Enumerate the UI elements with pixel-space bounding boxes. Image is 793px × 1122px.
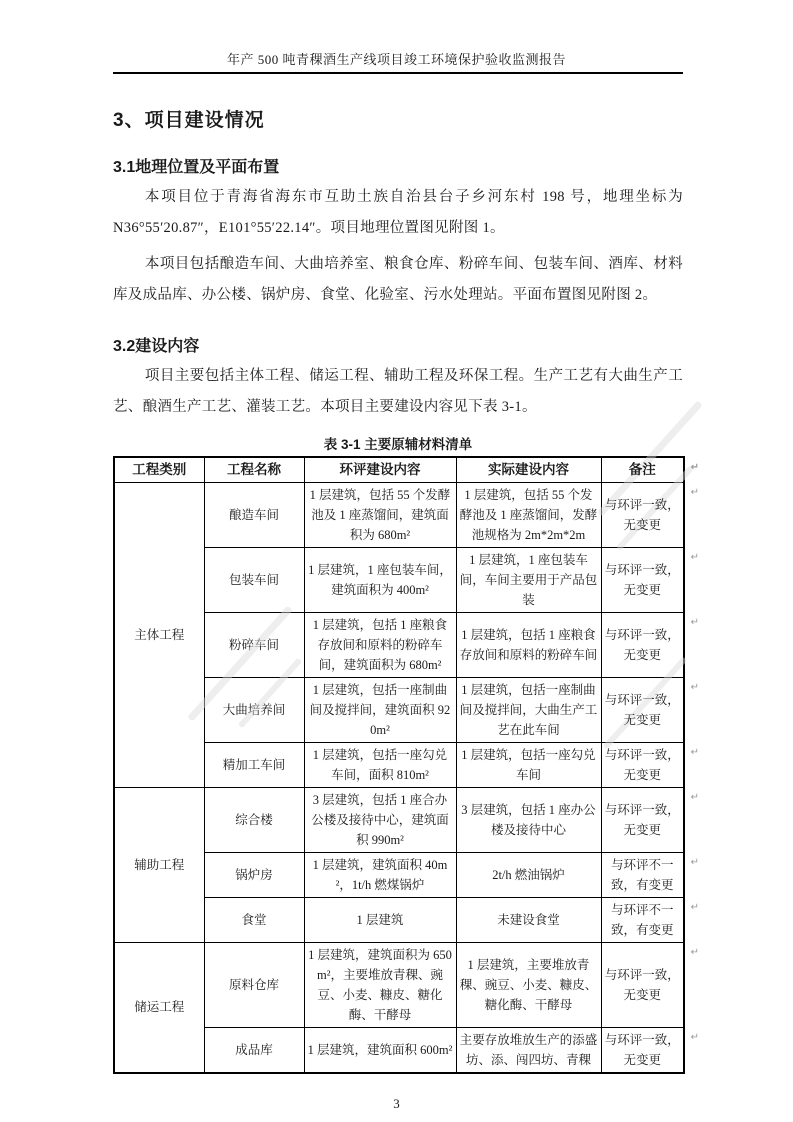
actual-content-cell: 1 层建筑，包括 55 个发酵池及 1 座蒸馏间，发酵池规格为 2m*2m*2m: [456, 482, 601, 547]
table-row: [114, 942, 684, 1027]
paragraph-mark-icon: ↵: [690, 746, 699, 758]
page-number: 3: [393, 1095, 400, 1111]
eia-content-cell: 1 层建筑，包括一座勾兑车间，面积 810m²: [304, 742, 456, 787]
remark-cell: 与环评一致，无变更 ↵: [601, 677, 684, 742]
table-header-cell: 工程名称: [204, 457, 304, 482]
subsection-heading-location: 3.1地理位置及平面布置: [113, 159, 280, 176]
paragraph-mark-icon: ↵: [690, 616, 699, 628]
paragraph-mark-icon: ↵: [690, 681, 699, 693]
actual-content-cell: 2t/h 燃油锅炉: [456, 852, 601, 897]
actual-content-cell: 3 层建筑，包括 1 座办公楼及接待中心: [456, 787, 601, 852]
actual-content-cell: 1 层建筑，主要堆放青稞、豌豆、小麦、糠皮、糖化酶、干酵母: [456, 942, 601, 1027]
project-name-cell: 酿造车间: [204, 482, 304, 547]
actual-content-cell: 1 层建筑，包括一座勾兑车间: [456, 742, 601, 787]
remark-cell: 与环评一致，无变更 ↵: [601, 787, 684, 852]
remark-cell: 与环评不一致，有变更 ↵: [601, 897, 684, 942]
actual-content-cell: 主要存放堆放生产的添盛坊、添、闯四坊、青稞: [456, 1027, 601, 1073]
table-row: [114, 787, 684, 852]
paragraph-facilities: 本项目包括酿造车间、大曲培养室、粮食仓库、粉碎车间、包装车间、酒库、材料库及成品库、办公楼、锅炉房、食堂、化验室、污水处理站。平面布置图见附图 2。: [113, 256, 683, 303]
eia-content-cell: 1 层建筑，建筑面积 600m²: [304, 1027, 456, 1073]
table-header-cell: 环评建设内容: [304, 457, 456, 482]
project-name-cell: 成品库: [204, 1027, 304, 1073]
paragraph-mark-icon: ↵: [690, 791, 699, 803]
category-cell: 储运工程: [114, 942, 204, 1073]
table-header-row: [114, 457, 684, 482]
project-name-cell: 综合楼: [204, 787, 304, 852]
construction-content-table: [113, 456, 699, 1074]
project-name-cell: 食堂: [204, 897, 304, 942]
category-cell: 主体工程: [114, 482, 204, 787]
project-name-cell: 粉碎车间: [204, 612, 304, 677]
eia-content-cell: 1 层建筑，建筑面积为 650m²，主要堆放青稞、豌豆、小麦、糠皮、糖化酶、干酵母: [304, 942, 456, 1027]
paragraph-location: 本项目位于青海省海东市互助土族自治县台子乡河东村 198 号，地理坐标为N36°55′20.87″，E101°55′22.14″。项目地理位置图见附图 1。: [113, 189, 683, 236]
section-heading: 3、项目建设情况: [113, 110, 265, 131]
remark-cell: 与环评一致，无变更 ↵: [601, 742, 684, 787]
paragraph-mark-icon: ↵: [690, 856, 699, 868]
eia-content-cell: 1 层建筑，1 座包装车间，建筑面积为 400m²: [304, 547, 456, 612]
paragraph-mark-icon: ↵: [690, 901, 699, 913]
paragraph-mark-icon: ↵: [690, 1031, 699, 1043]
remark-cell: 与环评一致，无变更 ↵: [601, 1027, 684, 1073]
paragraph-mark-icon: ↵: [690, 462, 699, 473]
table-header-cell: 备注 ↵: [601, 457, 684, 482]
eia-content-cell: 1 层建筑，建筑面积 40m²，1t/h 燃煤锅炉: [304, 852, 456, 897]
project-name-cell: 锅炉房: [204, 852, 304, 897]
actual-content-cell: 未建设食堂: [456, 897, 601, 942]
eia-content-cell: 1 层建筑，包括 55 个发酵池及 1 座蒸馏间，建筑面积为 680m²: [304, 482, 456, 547]
paragraph-mark-icon: ↵: [690, 486, 699, 498]
eia-content-cell: 1 层建筑: [304, 897, 456, 942]
paragraph-content: 项目主要包括主体工程、储运工程、辅助工程及环保工程。生产工艺有大曲生产工艺、酿酒生产工艺、灌装工艺。本项目主要建设内容见下表 3-1。: [113, 368, 683, 415]
project-name-cell: 大曲培养间: [204, 677, 304, 742]
table-body: [114, 482, 699, 1073]
actual-content-cell: 1 层建筑，1 座包装车间，车间主要用于产品包装: [456, 547, 601, 612]
table-row: [114, 482, 684, 547]
table-caption: 表 3-1 主要原辅材料清单: [323, 437, 473, 452]
remark-cell: 与环评一致，无变更 ↵: [601, 942, 684, 1027]
header-divider: [113, 72, 683, 74]
eia-content-cell: 1 层建筑，包括一座制曲间及搅拌间，建筑面积 920m²: [304, 677, 456, 742]
actual-content-cell: 1 层建筑，包括一座制曲间及搅拌间，大曲生产工艺在此车间: [456, 677, 601, 742]
paragraph-mark-icon: ↵: [690, 946, 699, 958]
remark-cell: 与环评一致，无变更 ↵: [601, 612, 684, 677]
table-header-cell: 实际建设内容: [456, 457, 601, 482]
remark-cell: 与环评不一致，有变更 ↵: [601, 852, 684, 897]
table-header-row: [114, 457, 699, 482]
subsection-heading-content: 3.2建设内容: [113, 338, 200, 355]
project-name-cell: 原料仓库: [204, 942, 304, 1027]
eia-content-cell: 3 层建筑，包括 1 座合办公楼及接待中心，建筑面积 990m²: [304, 787, 456, 852]
remark-cell: 与环评一致，无变更 ↵: [601, 547, 684, 612]
running-head-title: 年产 500 吨青稞酒生产线项目竣工环境保护验收监测报告: [226, 52, 566, 67]
category-cell: 辅助工程: [114, 787, 204, 942]
table-header-cell: 工程类别: [114, 457, 204, 482]
project-name-cell: 包装车间: [204, 547, 304, 612]
remark-cell: 与环评一致，无变更 ↵: [601, 482, 684, 547]
project-name-cell: 精加工车间: [204, 742, 304, 787]
paragraph-mark-icon: ↵: [690, 551, 699, 563]
eia-content-cell: 1 层建筑，包括 1 座粮食存放间和原料的粉碎车间，建筑面积为 680m²: [304, 612, 456, 677]
actual-content-cell: 1 层建筑，包括 1 座粮食存放间和原料的粉碎车间: [456, 612, 601, 677]
